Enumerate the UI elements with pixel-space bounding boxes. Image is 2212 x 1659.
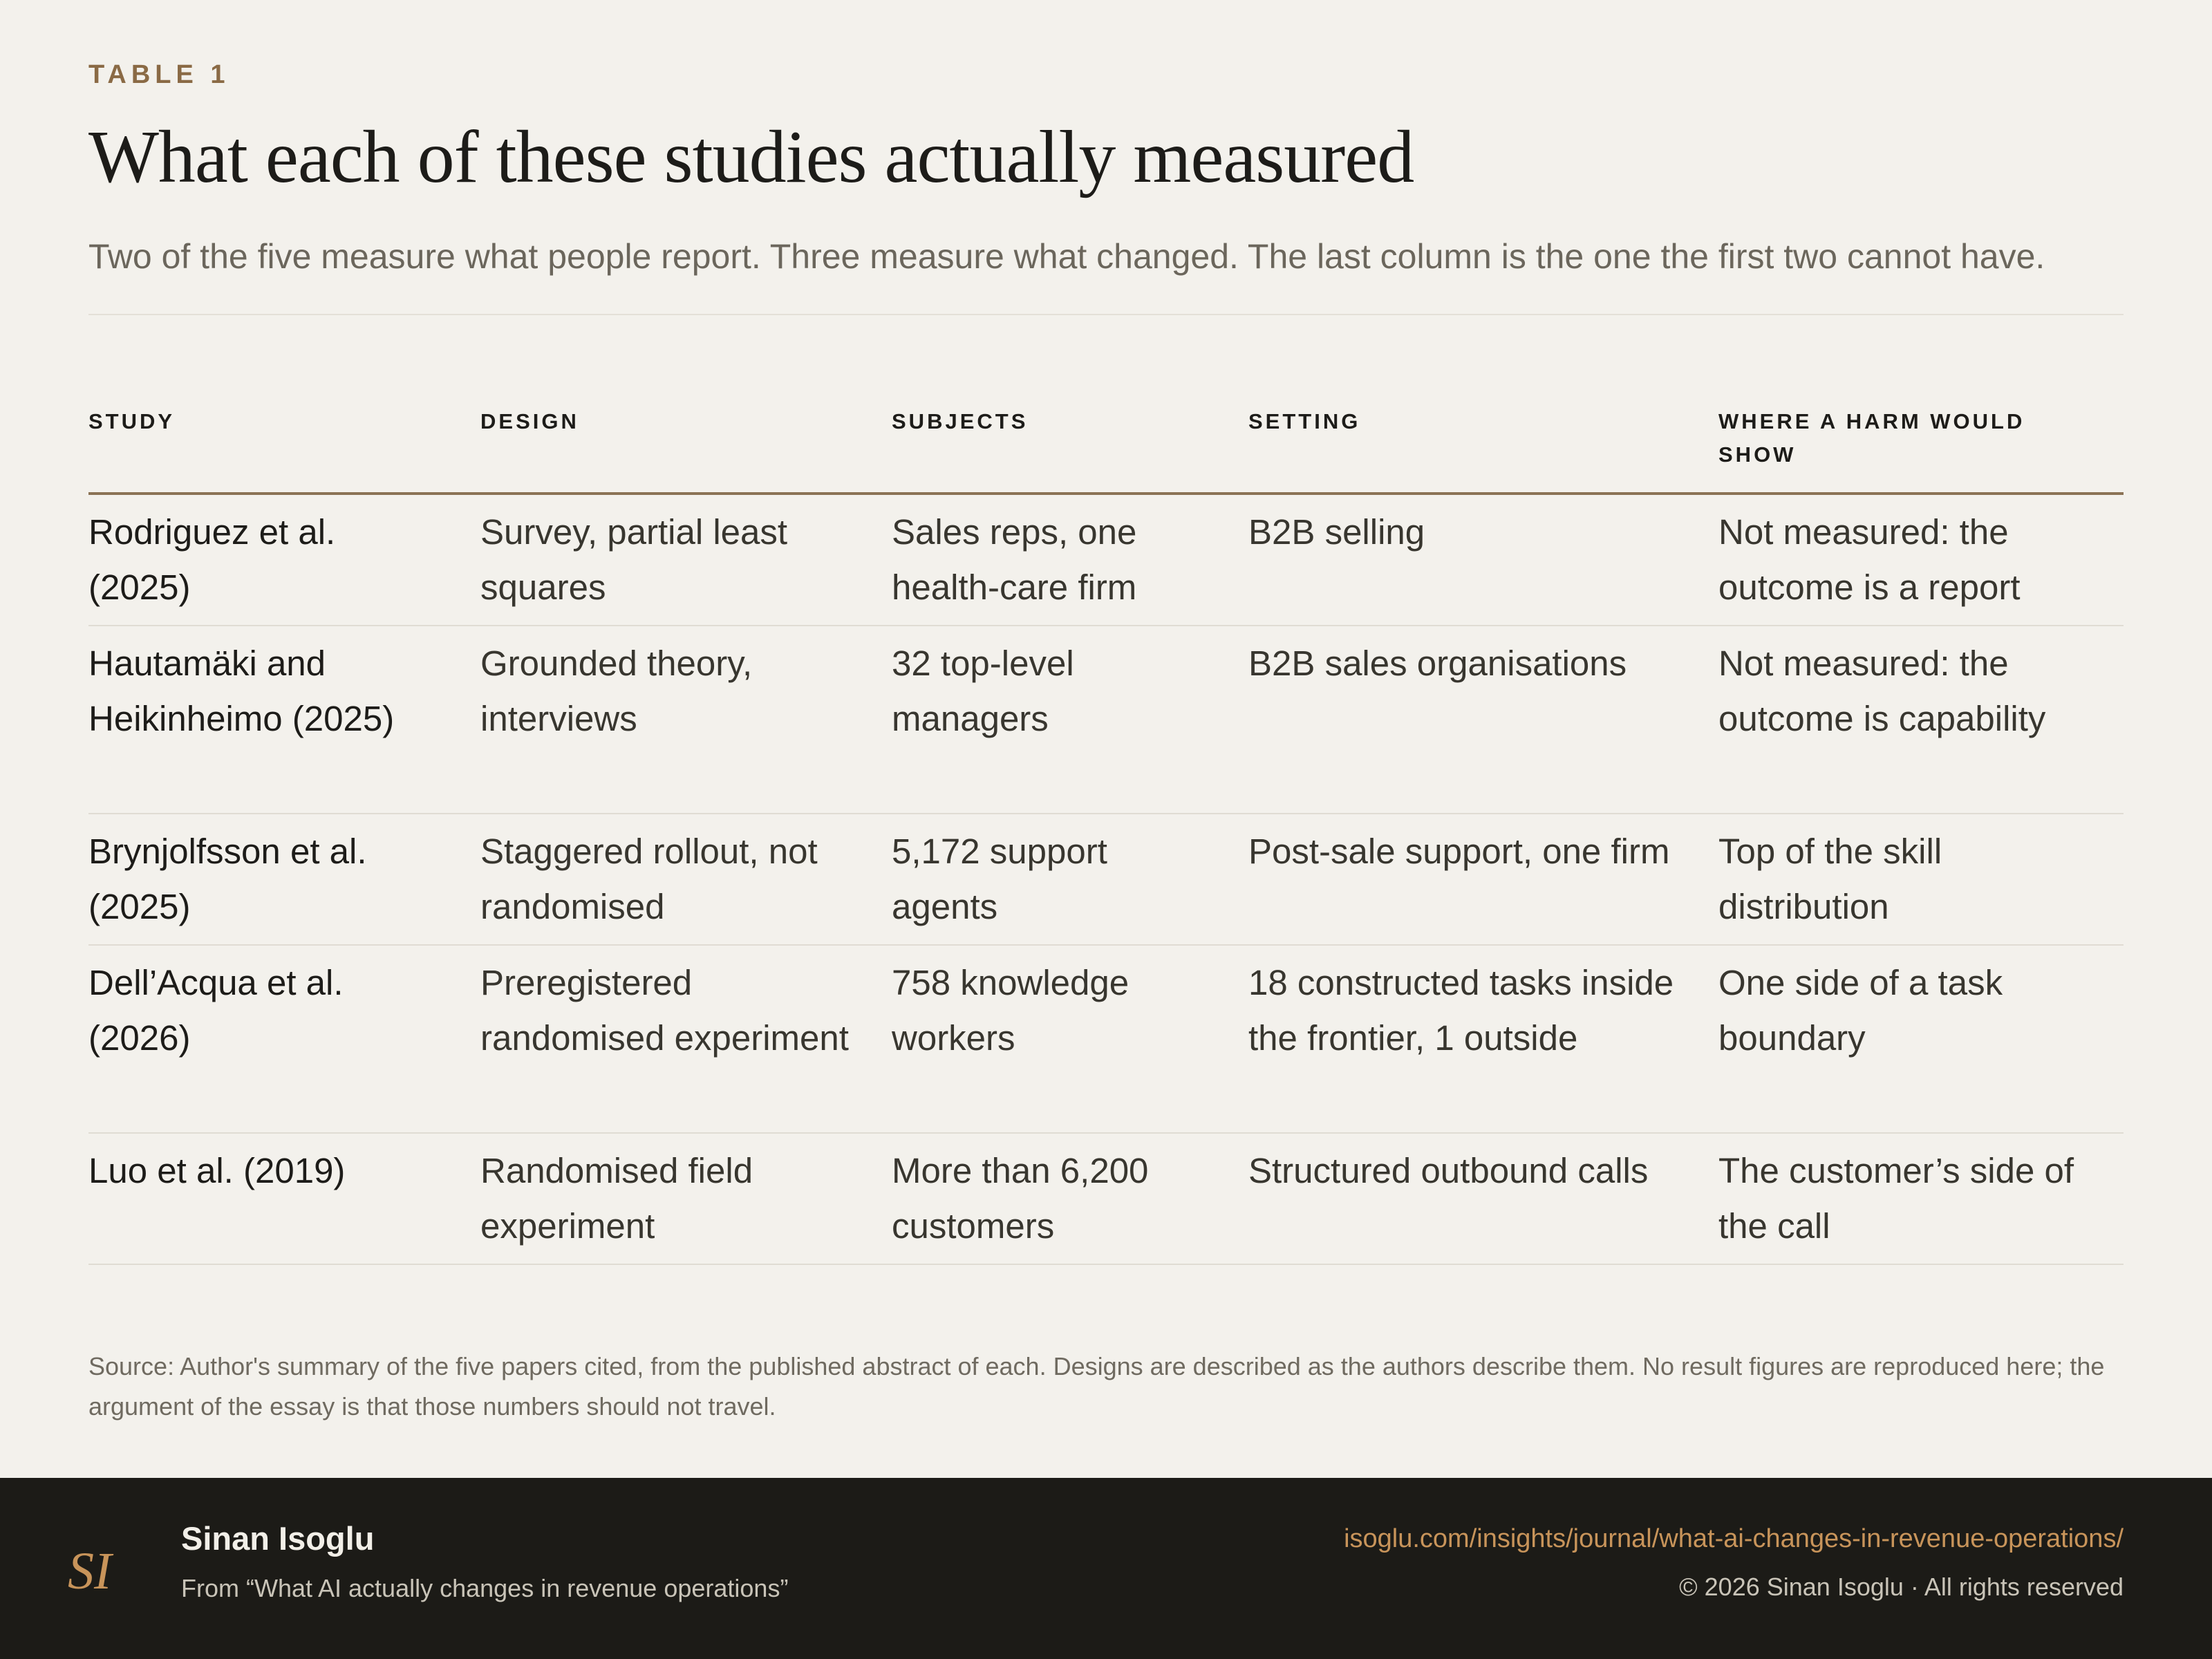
table-row	[88, 814, 2124, 946]
cell-subjects: More than 6,200 customers	[892, 1151, 1149, 1246]
cell-setting: B2B selling	[1248, 512, 1425, 552]
cell-setting: 18 constructed tasks inside the frontier, 1 outside	[1248, 963, 1674, 1058]
cell-harm: One side of a task boundary	[1718, 963, 2003, 1058]
source-note: Source: Author's summary of the five papers cited, from the published abstract of each. Designs are described as the authors describe them. No result figures are reproduced here; the argument of the essay is that those numbers should not travel.	[88, 1352, 2105, 1421]
page-title: What each of these studies actually measured	[88, 116, 1414, 198]
cell-design: Staggered rollout, not randomised	[480, 832, 818, 926]
cell-study: Rodriguez et al. (2025)	[88, 512, 336, 607]
cell-harm: Top of the skill distribution	[1718, 832, 1942, 926]
cell-setting: Post-sale support, one firm	[1248, 832, 1670, 871]
page-subtitle: Two of the five measure what people report. Three measure what changed. The last column is the one the first two cannot have.	[88, 237, 2045, 276]
cell-study: Hautamäki and Heikinheimo (2025)	[88, 644, 395, 738]
column-header-setting: SETTING	[1248, 409, 1361, 433]
column-header-study: STUDY	[88, 409, 176, 433]
cell-study: Dell’Acqua et al. (2026)	[88, 963, 344, 1058]
article-link[interactable]: isoglu.com/insights/journal/what-ai-changes-in-revenue-operations/	[1344, 1524, 2124, 1553]
table-row	[88, 946, 2124, 1134]
cell-subjects: 758 knowledge workers	[892, 963, 1130, 1058]
si-monogram-logo	[64, 1539, 119, 1601]
cell-design: Survey, partial least squares	[480, 512, 788, 607]
cell-setting: Structured outbound calls	[1248, 1151, 1649, 1190]
cell-setting: B2B sales organisations	[1248, 644, 1627, 683]
divider	[88, 314, 2124, 315]
column-header-design: DESIGN	[480, 409, 579, 433]
copyright: © 2026 Sinan Isoglu · All rights reserved	[1679, 1573, 2124, 1601]
cell-study: Luo et al. (2019)	[88, 1151, 346, 1190]
author-name: Sinan Isoglu	[181, 1520, 375, 1557]
table-header-row	[88, 405, 2124, 495]
cell-design: Preregistered randomised experiment	[480, 963, 849, 1058]
cell-harm: Not measured: the outcome is a report	[1718, 512, 2021, 607]
table-row	[88, 1134, 2124, 1265]
article-source: From “What AI actually changes in revenue operations”	[181, 1574, 789, 1602]
footer	[0, 1478, 2212, 1659]
cell-subjects: 32 top-level managers	[892, 644, 1074, 738]
table-row	[88, 626, 2124, 814]
studies-table	[88, 405, 2124, 1265]
table-row	[88, 495, 2124, 626]
cell-harm: The customer’s side of the call	[1718, 1151, 2074, 1246]
cell-design: Randomised field experiment	[480, 1151, 753, 1246]
column-header-subjects: SUBJECTS	[892, 409, 1029, 433]
cell-study: Brynjolfsson et al. (2025)	[88, 832, 367, 926]
column-header-harm: WHERE A HARM WOULD SHOW	[1718, 409, 2025, 467]
logo-text: SI	[68, 1542, 112, 1600]
table-label: TABLE 1	[88, 60, 230, 89]
cell-harm: Not measured: the outcome is capability	[1718, 644, 2046, 738]
cell-design: Grounded theory, interviews	[480, 644, 753, 738]
cell-subjects: 5,172 support agents	[892, 832, 1107, 926]
table-header	[88, 55, 2124, 281]
cell-subjects: Sales reps, one health-care firm	[892, 512, 1137, 607]
